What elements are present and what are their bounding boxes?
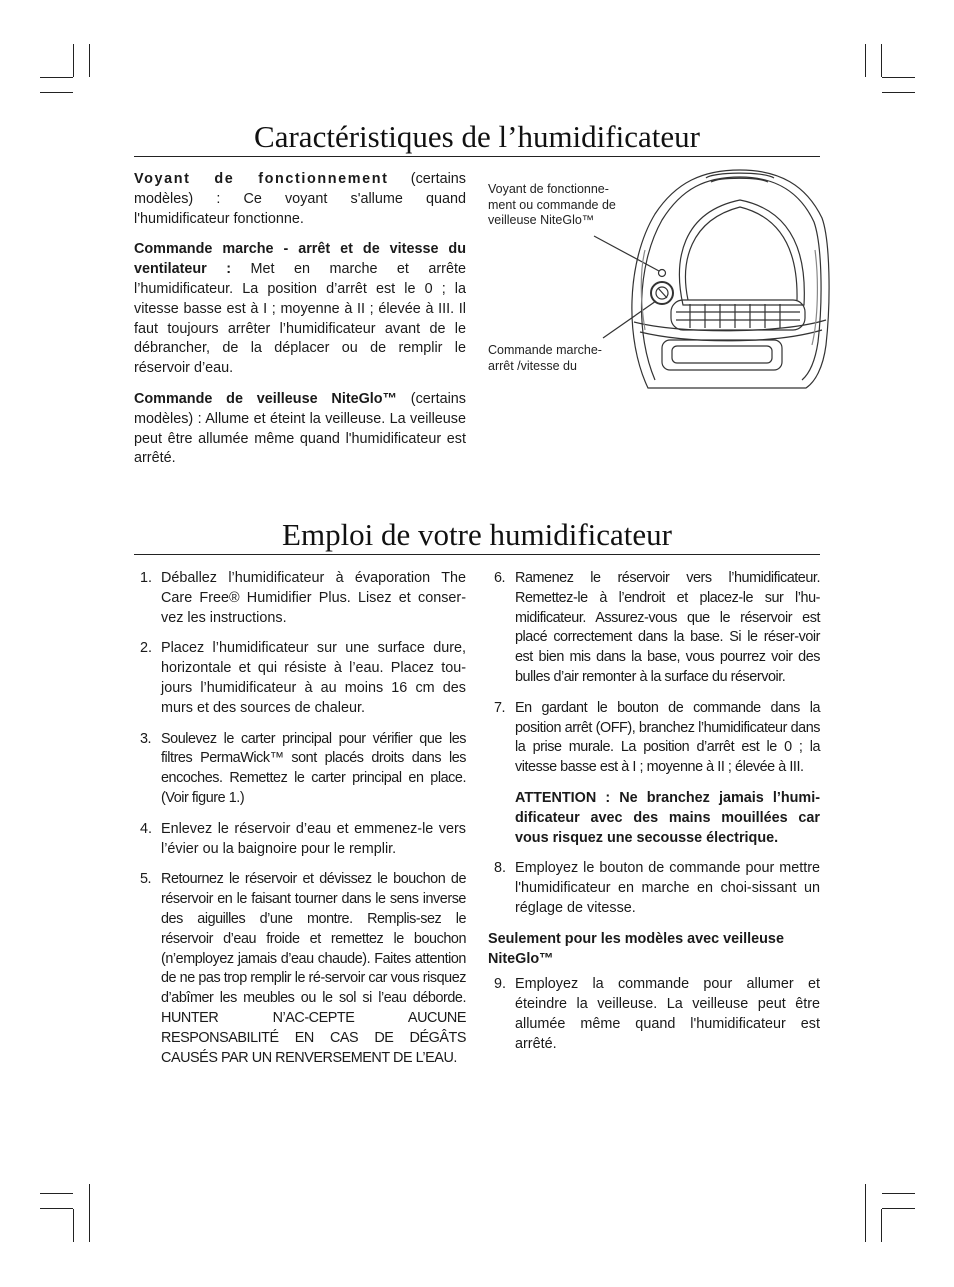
crop-mark bbox=[40, 92, 73, 93]
steps-column-right bbox=[488, 569, 820, 1066]
step-item bbox=[134, 820, 466, 860]
crop-mark bbox=[865, 44, 866, 77]
crop-mark bbox=[881, 1209, 882, 1242]
figure-label-control: Commande marche- arrêt /vitesse du bbox=[488, 343, 602, 373]
step-item bbox=[134, 639, 466, 718]
inner-arch bbox=[679, 200, 804, 305]
base-handle bbox=[662, 340, 782, 370]
step-item bbox=[134, 730, 466, 809]
step-item bbox=[488, 975, 820, 1054]
crop-mark bbox=[882, 77, 915, 78]
crop-mark bbox=[882, 92, 915, 93]
step-number: 5. bbox=[140, 871, 152, 888]
crop-mark bbox=[73, 1209, 74, 1242]
feature-term: Commande marche - arrêt et de vitesse du ventilateur : bbox=[134, 241, 466, 278]
step-item bbox=[134, 569, 466, 628]
feature-term: Commande de veilleuse NiteGlo™ bbox=[134, 390, 397, 407]
step-item bbox=[134, 870, 466, 1068]
feature-term: Voyant de fonctionnement bbox=[134, 171, 389, 187]
section-title-usage: Emploi de votre humidificateur bbox=[134, 518, 820, 555]
features-column bbox=[134, 170, 466, 480]
feature-text: (certains modèles) : Ce voyant s'allume quand l'humidificateur fonctionne. bbox=[134, 171, 466, 227]
crop-mark bbox=[882, 1208, 915, 1209]
crop-mark bbox=[882, 1193, 915, 1194]
feature-veilleuse bbox=[134, 390, 466, 469]
steps-column-left bbox=[134, 569, 466, 1079]
step-number: 4. bbox=[140, 820, 153, 837]
step-number: 7. bbox=[494, 699, 506, 716]
step-text: Retournez le réservoir et dévissez le bouchon de réservoir en le faisant tourner dans le sens inverse des aiguilles d’une montre. Remplis-sez le réservoir d’eau froide et remettez le bouchon (n’employez jamais d’eau chaude). Faites attention de ne pas trop remplir le ré-servoir car vous risquez d’abîmer les meubles ou le sol si l’eau déborde. HUNTER N’AC-CEPTE AUCUNE RESPONSABILITÉ EN CAS DE DÉGÂTS CAUSÉS PAR UN RENVERSEMENT DE L’EAU. bbox=[161, 871, 466, 1066]
step-text: Employez le bouton de commande pour mettre l'humidificateur en marche en choi-sissant un réglage de vitesse. bbox=[515, 860, 820, 916]
step-text: Soulevez le carter principal pour vérifier que les filtres PermaWick™ sont placés droits dans les encoches. Remettez le carter principal en place. (Voir figure 1.) bbox=[161, 730, 466, 806]
step-text: Employez la commande pour allumer et éteindre la veilleuse. La veilleuse peut être allumée même quand l'humidificateur est arrêté. bbox=[515, 976, 820, 1052]
step-text: Placez l’humidificateur sur une surface dure, horizontale et qui résiste à l’eau. Placez tou-jours l’humidificateur à au moins 16 cm des murs et des sources de chaleur. bbox=[161, 640, 466, 716]
step-item bbox=[488, 569, 820, 688]
crop-mark bbox=[89, 44, 90, 77]
step-number: 2. bbox=[140, 640, 153, 657]
step-text: Déballez l’humidificateur à évaporation The Care Free® Humidifier Plus. Lisez et conser-vez les instructions. bbox=[161, 570, 466, 626]
step-number: 8. bbox=[494, 860, 507, 877]
humidifier-illustration bbox=[480, 160, 830, 400]
crop-mark bbox=[73, 44, 74, 77]
crop-mark bbox=[40, 1208, 73, 1209]
feature-commande bbox=[134, 240, 466, 379]
step-text: Ramenez le réservoir vers l’humidificateur. Remettez-le à l’endroit et placez-le sur l’hu-midificateur. Assurez-vous que le réservoir est placé correctement dans la base. Si le réser-voir est bien mis dans la base, vous pourrez voir des bulles d’air remonter à la surface du réservoir. bbox=[515, 570, 820, 685]
feature-voyant bbox=[134, 170, 466, 229]
step-item bbox=[488, 699, 820, 778]
warning-text: ATTENTION : Ne branchez jamais l’humi-dificateur avec des mains mouillées car vous risquez une secousse électrique. bbox=[515, 789, 820, 846]
step-number: 9. bbox=[494, 976, 507, 993]
step-text: Enlevez le réservoir d’eau et emmenez-le vers l’évier ou la baignoire pour le remplir. bbox=[161, 820, 466, 857]
crop-mark bbox=[89, 1184, 90, 1242]
step-text: En gardant le bouton de commande dans la position arrêt (OFF), branchez l’humidificateur dans la prise murale. La position d’arrêt est le 0 ; la vitesse basse est à I ; moyenne à II ; élevée à III. bbox=[515, 699, 820, 776]
indicator-light bbox=[659, 270, 666, 277]
leader-line-control bbox=[603, 301, 656, 338]
subheading-niteglo: Seulement pour les modèles avec veilleuse NiteGlo™ bbox=[488, 930, 784, 967]
figure-label-indicator: Voyant de fonctionne- ment ou commande de veilleuse NiteGlo™ bbox=[488, 182, 616, 227]
leader-line-indicator bbox=[594, 236, 659, 271]
step-number: 1. bbox=[140, 570, 153, 586]
crop-mark bbox=[40, 77, 73, 78]
step-item bbox=[488, 859, 820, 918]
step-number: 6. bbox=[494, 570, 506, 586]
crop-mark bbox=[40, 1193, 73, 1194]
crop-mark bbox=[865, 1184, 866, 1242]
section-title-features: Caractéristiques de l’humidificateur bbox=[134, 120, 820, 157]
step-number: 3. bbox=[140, 730, 152, 747]
crop-mark bbox=[881, 44, 882, 77]
feature-text: (certains modèles) : Allume et éteint la veilleuse. La veilleuse peut être allumée même quand l'humidificateur est arrêté. bbox=[134, 390, 466, 467]
feature-text: Met en marche et arrête l’humidificateur. La position d’arrêt est le 0 ; la vitesse basse est à I ; moyenne à II ; élevée à III. Il faut toujours arrêter l’humidificateur avant de le débrancher, de la déplacer ou de remplir le réservoir d’eau. bbox=[134, 261, 466, 377]
